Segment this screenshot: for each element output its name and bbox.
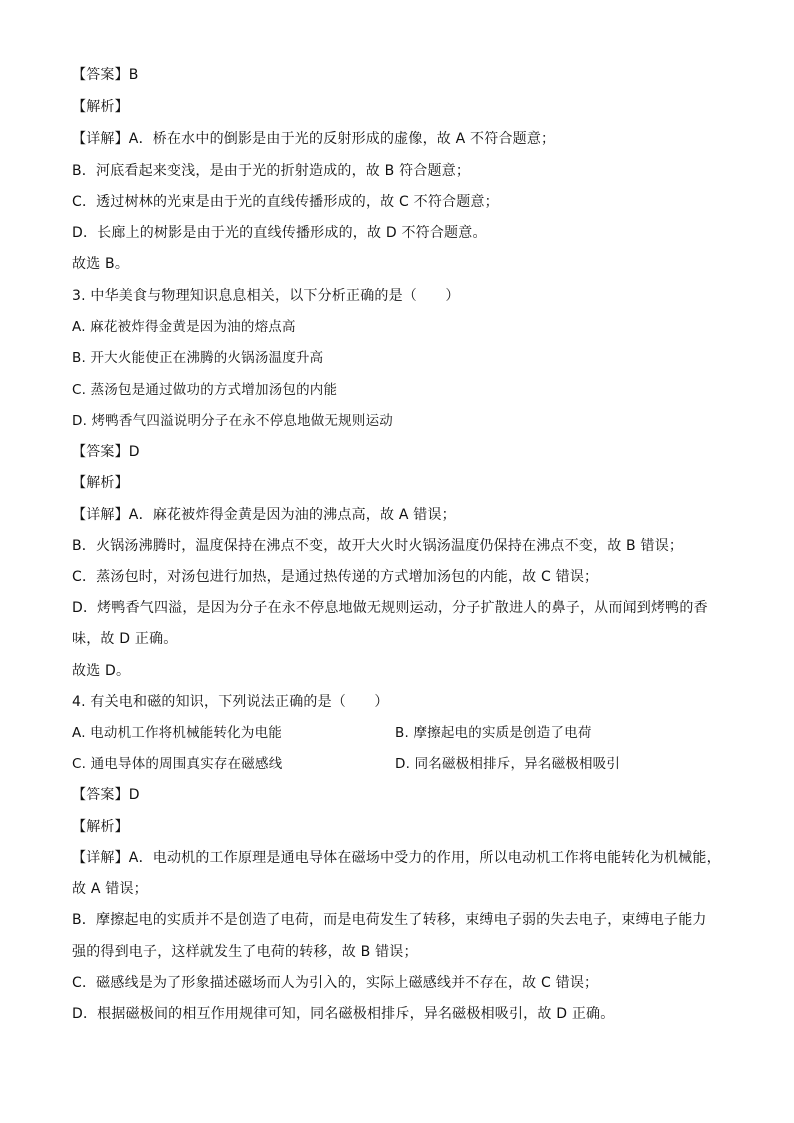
answer-label-q2: 【答案】B bbox=[72, 67, 139, 83]
question-4-stem: 4. 有关电和磁的知识，下列说法正确的是（ ） bbox=[72, 694, 389, 710]
answer-label-q4: 【答案】D bbox=[72, 787, 140, 803]
question-4-option-c: C. 通电导体的周围真实存在磁感线 bbox=[72, 756, 283, 772]
detail-q4-b-line1: B．摩擦起电的实质并不是创造了电荷，而是电荷发生了转移，束缚电子弱的失去电子，束缚电子能力 bbox=[72, 912, 707, 928]
detail-q2-b: B．河底看起来变浅，是由于光的折射造成的，故 B 符合题意； bbox=[72, 163, 471, 179]
analysis-label-q3: 【解析】 bbox=[72, 475, 129, 491]
question-3-stem: 3. 中华美食与物理知识息息相关，以下分析正确的是（ ） bbox=[72, 288, 460, 304]
detail-q4-b-line2: 强的得到电子，这样就发生了电荷的转移，故 B 错误； bbox=[72, 944, 418, 960]
detail-q3-d-line2: 味，故 D 正确。 bbox=[72, 631, 178, 647]
detail-q3-d-line1: D．烤鸭香气四溢，是因为分子在永不停息地做无规则运动，分子扩散进人的鼻子，从而闻到烤鸭的香 bbox=[72, 600, 708, 616]
detail-q4-a-line2: 故 A 错误； bbox=[72, 881, 148, 897]
detail-q3-b: B．火锅汤沸腾时，温度保持在沸点不变，故开大火时火锅汤温度仍保持在沸点不变，故 B 错误； bbox=[72, 538, 684, 554]
analysis-label-q2: 【解析】 bbox=[72, 99, 129, 115]
question-4-option-b: B. 摩擦起电的实质是创造了电荷 bbox=[395, 725, 592, 741]
question-3-option-d: D. 烤鸭香气四溢说明分子在永不停息地做无规则运动 bbox=[72, 413, 393, 429]
detail-q3-a: 【详解】A．麻花被炸得金黄是因为油的沸点高，故 A 错误； bbox=[72, 507, 456, 523]
analysis-label-q4: 【解析】 bbox=[72, 819, 129, 835]
question-3-option-b: B. 开大火能使正在沸腾的火锅汤温度升高 bbox=[72, 350, 324, 366]
detail-q3-c: C．蒸汤包时，对汤包进行加热，是通过热传递的方式增加汤包的内能，故 C 错误； bbox=[72, 569, 599, 585]
detail-q2-a: 【详解】A．桥在水中的倒影是由于光的反射形成的虚像，故 A 不符合题意； bbox=[72, 131, 556, 147]
question-4-option-a: A. 电动机工作将机械能转化为电能 bbox=[72, 725, 282, 741]
question-3-option-a: A. 麻花被炸得金黄是因为油的熔点高 bbox=[72, 319, 296, 335]
detail-q4-d: D．根据磁极间的相互作用规律可知，同名磁极相排斥，异名磁极相吸引，故 D 正确。 bbox=[72, 1006, 615, 1022]
answer-label-q3: 【答案】D bbox=[72, 444, 140, 460]
conclusion-q3: 故选 D。 bbox=[72, 663, 131, 679]
detail-q4-a-line1: 【详解】A．电动机的工作原理是通电导体在磁场中受力的作用，所以电动机工作将电能转化为机械能， bbox=[72, 850, 721, 866]
conclusion-q2: 故选 B。 bbox=[72, 256, 130, 272]
detail-q4-c: C．磁感线是为了形象描述磁场而人为引入的，实际上磁感线并不存在，故 C 错误； bbox=[72, 975, 599, 991]
question-3-option-c: C. 蒸汤包是通过做功的方式增加汤包的内能 bbox=[72, 382, 338, 398]
detail-q2-c: C．透过树林的光束是由于光的直线传播形成的，故 C 不符合题意； bbox=[72, 194, 499, 210]
question-4-option-d: D. 同名磁极相排斥，异名磁极相吸引 bbox=[395, 756, 621, 772]
detail-q2-d: D．长廊上的树影是由于光的直线传播形成的，故 D 不符合题意。 bbox=[72, 225, 487, 241]
